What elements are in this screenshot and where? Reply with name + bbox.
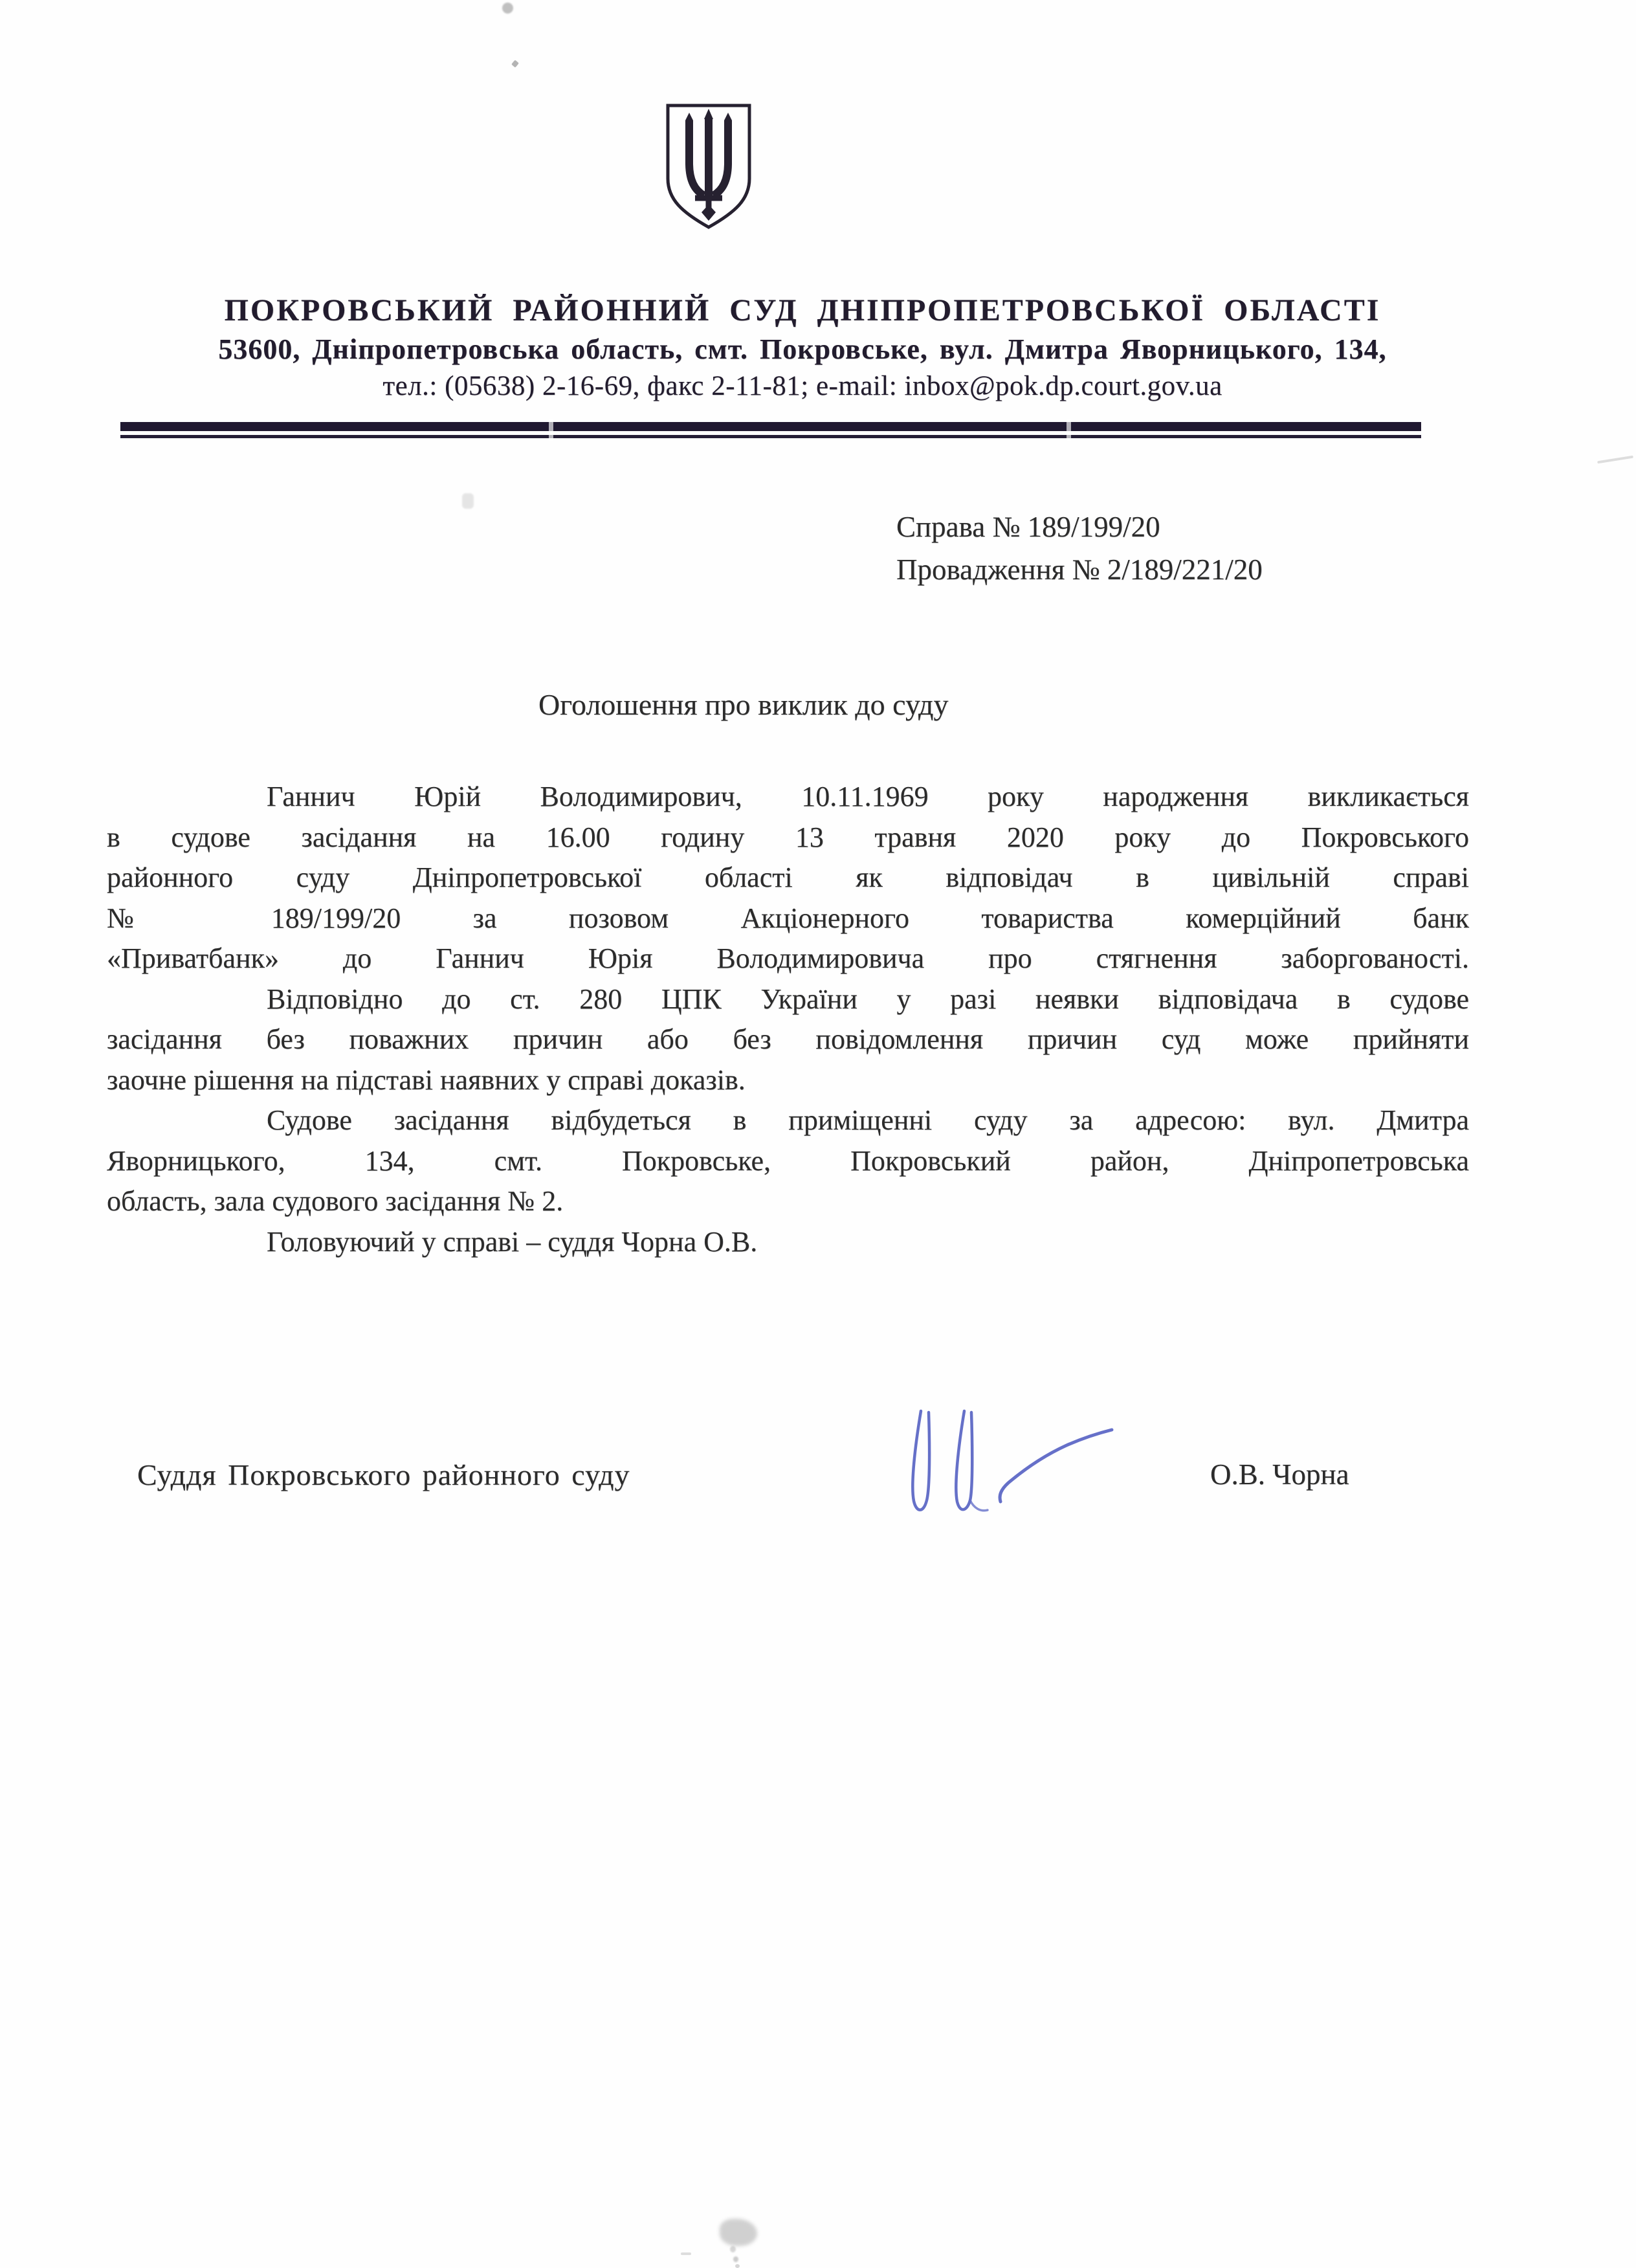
case-number: Справа № 189/199/20 <box>896 511 1160 543</box>
body-line: область, зала судового засідання № 2. <box>107 1185 564 1217</box>
body-line: в судове засідання на 16.00 годину 13 травня 2020 року до Покровського <box>107 821 1469 853</box>
judge-name: О.В. Чорна <box>1210 1458 1349 1491</box>
body-line: засідання без поважних причин або без повідомлення причин суд може прийняти <box>107 1023 1469 1055</box>
body-line: районного суду Дніпропетровської області як відповідач в цивільній справі <box>107 862 1469 893</box>
ukraine-coat-of-arms-icon <box>661 101 756 235</box>
judge-position-label: Суддя Покровського районного суду <box>137 1458 630 1491</box>
court-address: 53600, Дніпропетровська область, смт. Покровське, вул. Дмитра Яворницького, 134, <box>218 333 1387 365</box>
body-line: Головуючий у справі – суддя Чорна О.В. <box>267 1225 758 1258</box>
scan-smudge <box>720 2219 757 2246</box>
scan-speck <box>1597 456 1633 464</box>
scan-dropout <box>1067 419 1071 441</box>
scan-speck <box>511 60 519 67</box>
body-line: № 189/199/20 за позовом Акціонерного товариства комерційний банк <box>107 902 1469 934</box>
body-line: «Приватбанк» до Ганнич Юрія Володимировича про стягнення заборгованості. <box>107 942 1469 974</box>
body-text <box>107 777 1469 1262</box>
scan-speck <box>681 2252 691 2255</box>
scan-speck <box>735 2264 740 2268</box>
scan-speck <box>733 2256 738 2262</box>
body-line: заочне рішення на підставі наявних у справі доказів. <box>107 1063 746 1096</box>
letterhead-rule-thick <box>120 422 1421 431</box>
body-line: Ганнич Юрій Володимирович, 10.11.1969 року народження викликається <box>267 781 1469 812</box>
court-name: ПОКРОВСЬКИЙ РАЙОННИЙ СУД ДНІПРОПЕТРОВСЬКОЇ ОБЛАСТІ <box>224 293 1381 328</box>
document-title: Оголошення про виклик до суду <box>538 688 949 721</box>
scan-dropout <box>549 419 553 441</box>
scan-speck <box>462 493 474 509</box>
proceeding-number: Провадження № 2/189/221/20 <box>896 553 1263 586</box>
body-line: Яворницького, 134, смт. Покровське, Покровський район, Дніпропетровська <box>107 1144 1469 1177</box>
scan-speck <box>730 2246 736 2252</box>
body-line: Відповідно до ст. 280 ЦПК України у разі неявки відповідача в судове <box>267 983 1469 1015</box>
letterhead-rule-thin <box>120 435 1421 438</box>
handwritten-signature <box>901 1395 1122 1525</box>
court-contacts: тел.: (05638) 2-16-69, факс 2-11-81; e-mail: inbox@pok.dp.court.gov.ua <box>382 371 1222 401</box>
scan-speck <box>502 3 513 14</box>
body-line: Судове засідання відбудеться в приміщенні суду за адресою: вул. Дмитра <box>267 1104 1469 1136</box>
